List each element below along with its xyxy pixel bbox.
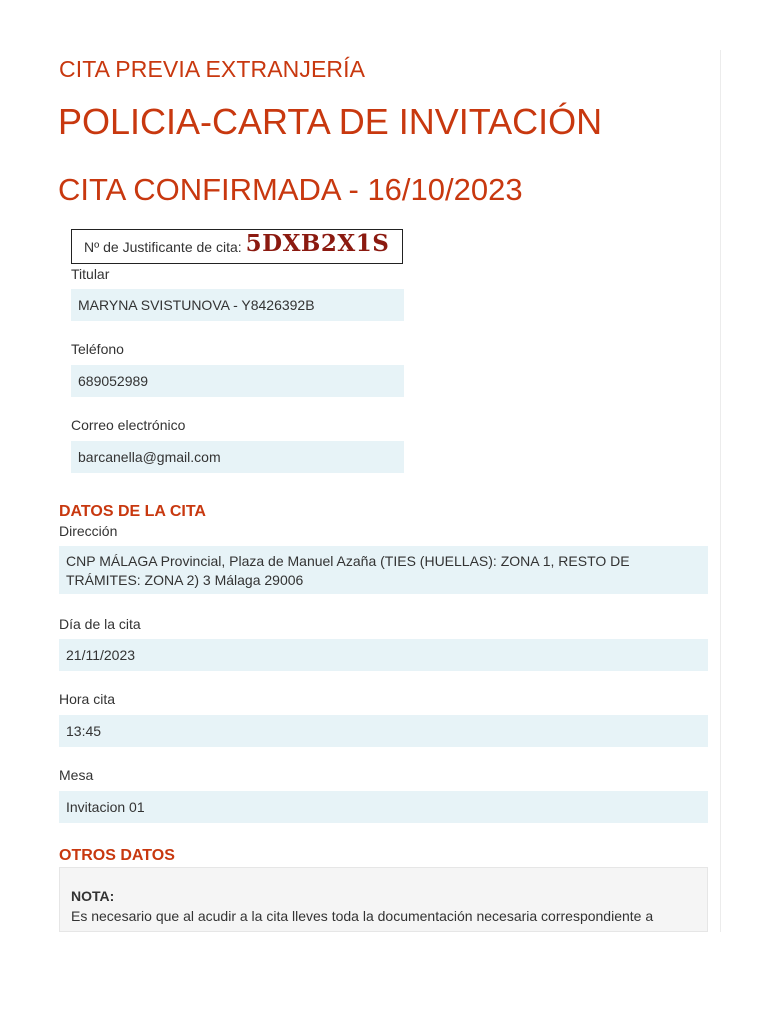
justificante-label: Nº de Justificante de cita:	[84, 238, 242, 255]
mesa-value: Invitacion 01	[59, 791, 708, 823]
hora-value: 13:45	[59, 715, 708, 747]
confirmation-status: CITA CONFIRMADA - 16/10/2023	[58, 172, 523, 207]
nota-box	[59, 867, 708, 932]
email-label: Correo electrónico	[71, 417, 186, 433]
page-edge-divider	[720, 50, 721, 932]
datos-cita-title: DATOS DE LA CITA	[59, 503, 206, 520]
mesa-label: Mesa	[59, 767, 94, 783]
procedure-title: POLICIA-CARTA DE INVITACIÓN	[58, 101, 603, 142]
dia-label: Día de la cita	[59, 616, 141, 632]
otros-datos-title: OTROS DATOS	[59, 847, 175, 864]
dia-value: 21/11/2023	[59, 639, 708, 671]
nota-text: Es necesario que al acudir a la cita lleves toda la documentación necesaria correspondiente a	[71, 908, 654, 924]
titular-label: Titular	[71, 266, 110, 282]
direccion-value: CNP MÁLAGA Provincial, Plaza de Manuel Azaña (TIES (HUELLAS): ZONA 1, RESTO DE TRÁMITES: ZONA 2) 3 Málaga 29006	[59, 546, 708, 594]
titular-value: MARYNA SVISTUNOVA - Y8426392B	[71, 289, 404, 321]
section-heading: CITA PREVIA EXTRANJERÍA	[59, 56, 366, 82]
direccion-label: Dirección	[59, 523, 118, 539]
telefono-label: Teléfono	[71, 341, 124, 357]
telefono-value: 689052989	[71, 365, 404, 397]
justificante-box	[71, 229, 403, 264]
email-value: barcanella@gmail.com	[71, 441, 404, 473]
justificante-code: 5DXB2X1S	[245, 230, 390, 257]
nota-title: NOTA:	[71, 888, 115, 904]
hora-label: Hora cita	[59, 691, 116, 707]
